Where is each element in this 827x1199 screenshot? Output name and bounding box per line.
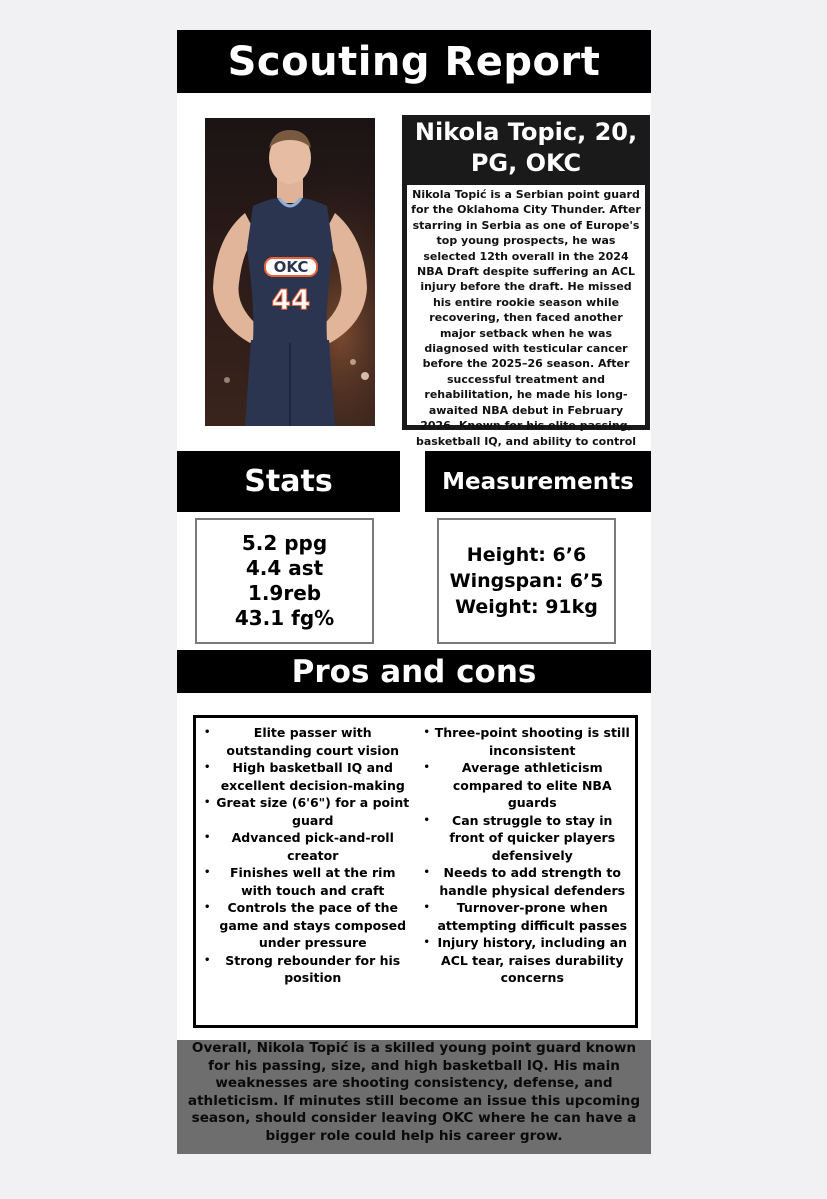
scouting-report-page <box>177 30 651 1154</box>
player-info-box <box>402 115 650 448</box>
player-bio: Nikola Topić is a Serbian point guard for the Oklahoma City Thunder. After starring in Serbia as one of Europe's top young prospects, he was selected 12th overall in the 2024 NBA Draft despite suffering an ACL injury before the draft. He missed his entire rookie season while recovering, then faced another major setback when he was diagnosed with testicular cancer before the 2025–26 season. After successful treatment and rehabilitation, he made his long-awaited NBA debut in February 2026. Known for his elite passing, basketball IQ, and ability to control <box>407 185 645 425</box>
stat-line: 43.1 fg% <box>234 606 335 630</box>
stats-box <box>195 518 374 644</box>
player-heading: Nikola Topic, 20, PG, OKC <box>414 118 638 177</box>
stats-heading: Stats <box>177 451 400 512</box>
pro-item: • Controls the pace of the game and stays composed under pressure <box>202 899 412 952</box>
pro-item: • Advanced pick-and-roll creator <box>202 829 412 864</box>
stat-line: 1.9reb <box>247 581 322 605</box>
pro-item: • Great size (6'6") for a point guard <box>202 794 412 829</box>
pros-column <box>196 718 416 1025</box>
pros-cons-heading: Pros and cons <box>177 650 651 693</box>
player-illustration <box>205 118 375 426</box>
con-item: • Three-point shooting is still inconsistent <box>422 724 632 759</box>
pro-item: • Elite passer with outstanding court vision <box>202 724 412 759</box>
report-title: Scouting Report <box>177 30 651 93</box>
con-item: • Turnover-prone when attempting difficult passes <box>422 899 632 934</box>
con-item: • Average athleticism compared to elite NBA guards <box>422 759 632 812</box>
measurements-box <box>437 518 616 644</box>
con-item: • Injury history, including an ACL tear, raises durability concerns <box>422 934 632 987</box>
pros-list <box>202 724 412 987</box>
cons-column <box>416 718 636 1025</box>
player-photo <box>205 118 375 426</box>
pro-item: • Strong rebounder for his position <box>202 952 412 987</box>
pro-item: • Finishes well at the rim with touch and craft <box>202 864 412 899</box>
con-item: • Needs to add strength to handle physical defenders <box>422 864 632 899</box>
stat-line: 4.4 ast <box>245 556 324 580</box>
measurement-line: Wingspan: 6’5 <box>449 570 604 592</box>
jersey-number-text: 44 <box>271 283 311 316</box>
measurement-line: Weight: 91kg <box>455 596 598 618</box>
measurements-heading: Measurements <box>425 451 651 512</box>
measurement-line: Height: 6’6 <box>466 544 587 566</box>
summary-text: Overall, Nikola Topić is a skilled young point guard known for his passing, size, and high basketball IQ. His main weaknesses are shooting consistency, defense, and athleticism. If minutes still become an issue this upcoming season, should consider leaving OKC where he can have a bigger role could help his career grow. <box>177 1040 651 1154</box>
pro-item: • High basketball IQ and excellent decision-making <box>202 759 412 794</box>
cons-list <box>422 724 632 987</box>
pros-cons-box <box>193 715 638 1028</box>
stat-line: 5.2 ppg <box>241 531 328 555</box>
con-item: • Can struggle to stay in front of quicker players defensively <box>422 812 632 865</box>
jersey-team-text: OKC <box>273 258 309 276</box>
